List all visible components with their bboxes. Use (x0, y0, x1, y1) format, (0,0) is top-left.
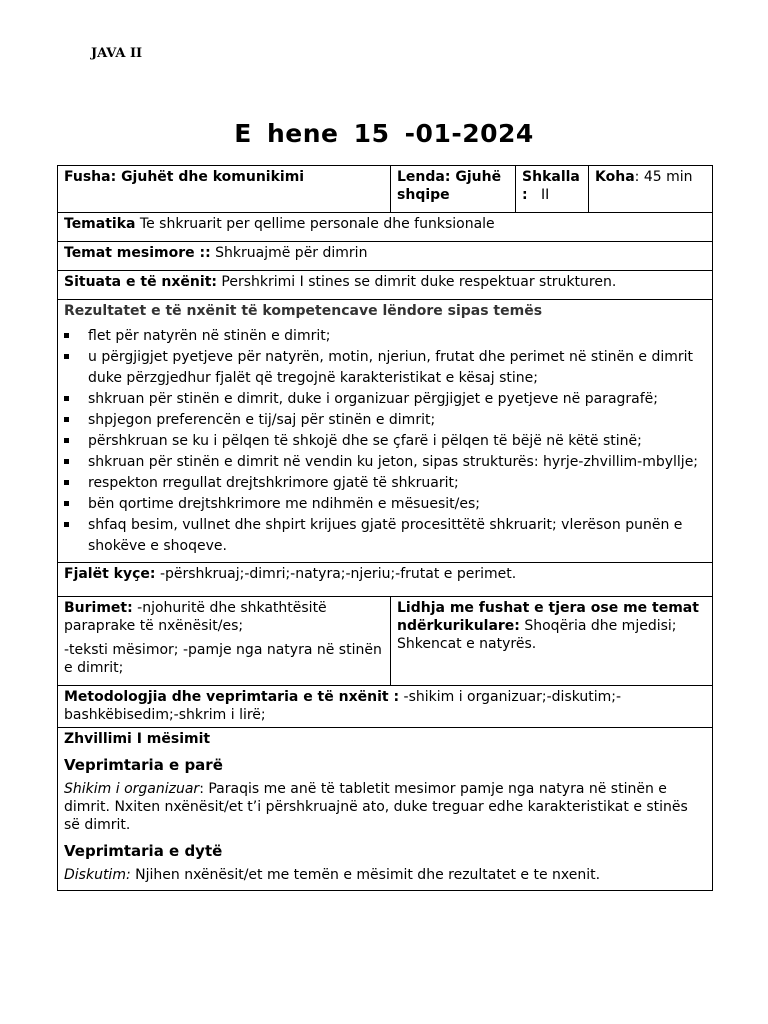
development-cell (58, 728, 713, 891)
week-label: JAVA II (91, 46, 143, 61)
resources-cell (58, 597, 391, 686)
links-value: Shoqëria dhe mjedisi; Shkencat e natyrës. (397, 618, 677, 652)
resources-value-1: -njohuritë dhe shkathtësitë paraprake të nxënësit/es; (64, 600, 327, 634)
situation-value: Pershkrimi I stines se dimrit duke respektuar strukturen. (216, 274, 617, 290)
resources-row (58, 597, 713, 686)
development-heading: Zhvillimi I mësimit (64, 731, 211, 747)
keywords-row (58, 563, 713, 597)
topic-label: Temat mesimore :: (64, 245, 211, 261)
results-list (64, 326, 706, 557)
activity-1-text: : Paraqis me anë të tabletit mesimor pamje nga natyra në stinën e dimrit. Nxiten nxënësit/et t’i përshkruajnë ato, duke treguar edhe karakteristikat e stinës së dimrit. (64, 781, 688, 833)
time-value: : 45 min (634, 169, 693, 185)
situation-cell (58, 271, 713, 300)
keywords-cell (58, 563, 713, 597)
methodology-row (58, 686, 713, 728)
result-item: u përgjigjet pyetjeve për natyrën, motin, njeriun, frutat dhe perimet në stinën e dimrit duke përzgjedhur fjalët që tregojnë karakteristikat e kësaj stine; (64, 347, 706, 389)
result-item: shkruan për stinën e dimrit, duke i organizuar përgjigjet e pyetjeve në paragrafë; (64, 389, 706, 410)
resources-value-2: -teksti mësimor; -pamje nga natyra në stinën e dimrit; (64, 642, 382, 676)
situation-row (58, 271, 713, 300)
subject-cell (391, 166, 516, 213)
info-row (58, 166, 713, 213)
activity-2-label: Diskutim: (64, 867, 131, 883)
links-cell (391, 597, 713, 686)
resources-label: Burimet: (64, 600, 133, 616)
activity-2-title: Veprimtaria e dytë (64, 842, 223, 860)
thematic-row (58, 213, 713, 242)
field-value: : Gjuhët dhe komunikimi (110, 169, 305, 185)
development-row (58, 728, 713, 891)
topic-cell (58, 242, 713, 271)
result-item: përshkruan se ku i pëlqen të shkojë dhe se çfarë i pëlqen të bëjë në këtë stinë; (64, 431, 706, 452)
methodology-value: -shikim i organizuar;-diskutim;-bashkëbisedim;-shkrim i lirë; (64, 689, 622, 723)
result-item: respekton rregullat drejtshkrimore gjatë të shkruarit; (64, 473, 706, 494)
result-item: flet për natyrën në stinën e dimrit; (64, 326, 706, 347)
activity-2-text: Njihen nxënësit/et me temën e mësimit dhe rezultatet e te nxenit. (130, 867, 601, 883)
links-label: Lidhja me fushat e tjera ose me temat ndërkurikulare: (397, 600, 699, 634)
result-item: shkruan për stinën e dimrit në vendin ku jeton, sipas strukturës: hyrje-zhvillim-mbyllje; (64, 452, 706, 473)
thematic-value: Te shkruarit per qellime personale dhe funksionale (135, 216, 495, 232)
lesson-plan-table (57, 165, 713, 891)
activity-1-label: Shikim i organizuar (64, 781, 200, 797)
grade-cell (516, 166, 589, 213)
result-item: shpjegon preferencën e tij/saj për stinën e dimrit; (64, 410, 706, 431)
result-item: bën qortime drejtshkrimore me ndihmën e mësuesit/es; (64, 494, 706, 515)
keywords-value: -përshkruaj;-dimri;-natyra;-njeriu;-frutat e perimet. (155, 566, 517, 582)
methodology-label: Metodologjia dhe veprimtaria e të nxënit (64, 689, 389, 705)
thematic-label: Tematika (64, 216, 136, 232)
time-label: Koha (595, 169, 635, 185)
grade-value: II (540, 187, 550, 203)
grade-label: Shkalla : (522, 169, 580, 203)
result-item: shfaq besim, vullnet dhe shpirt krijues gjatë procesittëtë shkruarit; vlerëson punën e shokëve e shoqeve. (64, 515, 706, 557)
keywords-label: Fjalët kyçe: (64, 566, 156, 582)
activity-1-title: Veprimtaria e parë (64, 756, 223, 774)
results-heading: Rezultatet e të nxënit të kompetencave lëndore sipas temës (64, 303, 543, 319)
field-cell (58, 166, 391, 213)
topic-row (58, 242, 713, 271)
field-label: Fusha (64, 169, 111, 185)
results-row (58, 300, 713, 563)
results-cell (58, 300, 713, 563)
situation-label: Situata e të nxënit: (64, 274, 217, 290)
subject-label: Lenda: Gjuhë shqipe (397, 169, 502, 203)
methodology-separator: : (388, 689, 400, 705)
topic-value: Shkruajmë për dimrin (210, 245, 368, 261)
time-cell (589, 166, 713, 213)
methodology-cell (58, 686, 713, 728)
thematic-cell (58, 213, 713, 242)
page-title: E hene 15 -01-2024 (234, 119, 534, 148)
